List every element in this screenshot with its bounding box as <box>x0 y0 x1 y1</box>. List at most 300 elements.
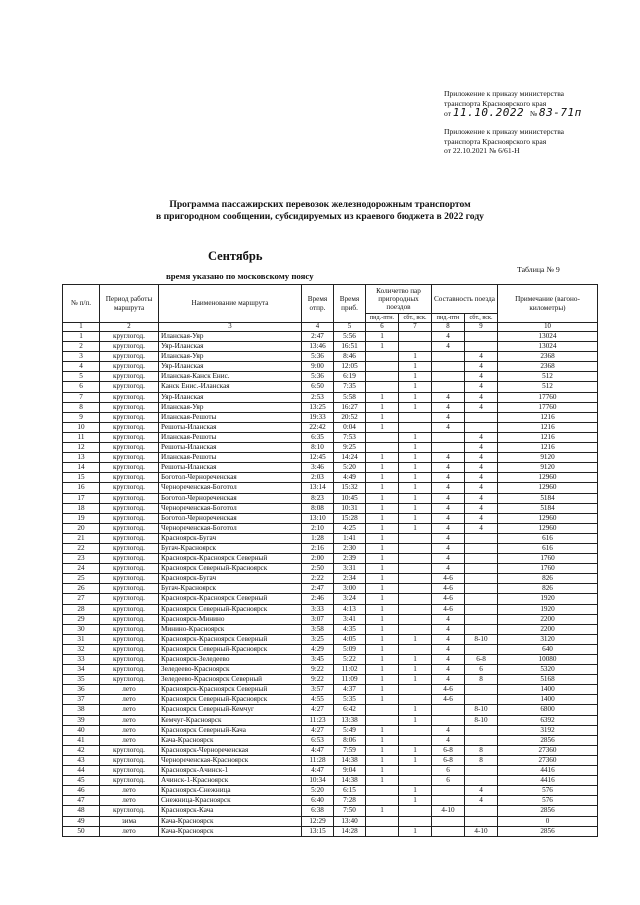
pairs-weekday: 1 <box>366 332 399 342</box>
route-period: круглогод. <box>100 644 159 654</box>
departure-time: 4:47 <box>302 766 334 776</box>
composition-weekday: 4 <box>432 533 465 543</box>
row-number: 16 <box>63 483 100 493</box>
departure-time: 4:29 <box>302 644 334 654</box>
pairs-weekend: 1 <box>399 675 432 685</box>
pairs-weekday: 1 <box>366 342 399 352</box>
pairs-weekday: 1 <box>366 564 399 574</box>
car-kilometers: 2856 <box>498 826 598 836</box>
date-prefix: от <box>444 109 452 118</box>
composition-weekday: 4 <box>432 655 465 665</box>
departure-time: 2:16 <box>302 543 334 553</box>
departure-time: 6:35 <box>302 432 334 442</box>
pairs-weekend: 1 <box>399 493 432 503</box>
composition-weekend <box>465 554 498 564</box>
route-period: круглогод. <box>100 483 159 493</box>
car-kilometers: 2200 <box>498 614 598 624</box>
composition-weekday: 6-8 <box>432 745 465 755</box>
route-period: круглогод. <box>100 463 159 473</box>
route-period: круглогод. <box>100 342 159 352</box>
pairs-weekday: 1 <box>366 624 399 634</box>
pairs-weekend: 1 <box>399 352 432 362</box>
pairs-weekend <box>399 806 432 816</box>
pairs-weekday: 1 <box>366 402 399 412</box>
row-number: 28 <box>63 604 100 614</box>
route-period: круглогод. <box>100 614 159 624</box>
route-period: круглогод. <box>100 453 159 463</box>
composition-weekday: 4 <box>432 342 465 352</box>
composition-weekday <box>432 705 465 715</box>
route-name: Зеледеево-Красноярск <box>159 665 302 675</box>
handwritten-date: 11.10.2022 <box>452 106 525 119</box>
departure-time: 5:36 <box>302 352 334 362</box>
route-name: Красноярск-Кача <box>159 806 302 816</box>
row-number: 36 <box>63 685 100 695</box>
arrival-time: 7:35 <box>334 382 366 392</box>
route-name: Решоты-Иланская <box>159 463 302 473</box>
pairs-weekday: 1 <box>366 806 399 816</box>
table-row <box>63 604 598 614</box>
composition-weekday <box>432 382 465 392</box>
composition-weekday: 6 <box>432 766 465 776</box>
arrival-time: 4:05 <box>334 634 366 644</box>
arrival-time: 9:25 <box>334 443 366 453</box>
car-kilometers: 17760 <box>498 402 598 412</box>
departure-time: 2:03 <box>302 473 334 483</box>
pairs-weekend: 1 <box>399 826 432 836</box>
arrival-time: 16:27 <box>334 402 366 412</box>
departure-time: 8:10 <box>302 443 334 453</box>
route-name: Красноярск-Снежница <box>159 786 302 796</box>
row-number: 23 <box>63 554 100 564</box>
departure-time: 8:23 <box>302 493 334 503</box>
route-period: круглогод. <box>100 513 159 523</box>
route-name: Красноярск-Ачинск-1 <box>159 766 302 776</box>
pairs-weekday <box>366 443 399 453</box>
car-kilometers: 2368 <box>498 352 598 362</box>
pairs-weekend <box>399 644 432 654</box>
departure-time: 8:08 <box>302 503 334 513</box>
car-kilometers: 5320 <box>498 665 598 675</box>
departure-time: 13:25 <box>302 402 334 412</box>
car-kilometers: 13024 <box>498 342 598 352</box>
arrival-time: 6:19 <box>334 372 366 382</box>
composition-weekday: 4-10 <box>432 806 465 816</box>
arrival-time: 14:24 <box>334 453 366 463</box>
pairs-weekend: 1 <box>399 402 432 412</box>
departure-time: 2:46 <box>302 594 334 604</box>
route-name: Иланская-Канск Енис. <box>159 372 302 382</box>
table-row <box>63 745 598 755</box>
col-header-period: Период работы маршрута <box>100 285 159 323</box>
column-number: 6 <box>366 323 399 332</box>
col-header-pairs-weekend: сбт., вск. <box>399 314 432 323</box>
route-period: лето <box>100 705 159 715</box>
route-name: Красноярск-Минино <box>159 614 302 624</box>
composition-weekday: 4 <box>432 483 465 493</box>
car-kilometers: 512 <box>498 372 598 382</box>
table-row <box>63 332 598 342</box>
route-name: Иланская-Уяр <box>159 402 302 412</box>
table-row <box>63 665 598 675</box>
composition-weekend <box>465 533 498 543</box>
table-row <box>63 715 598 725</box>
pairs-weekend: 1 <box>399 362 432 372</box>
arrival-time: 0:04 <box>334 422 366 432</box>
table-row <box>63 422 598 432</box>
pairs-weekday <box>366 352 399 362</box>
route-period: круглогод. <box>100 594 159 604</box>
route-name: Красноярск Северный-Кемчуг <box>159 705 302 715</box>
row-number: 11 <box>63 432 100 442</box>
composition-weekday: 6 <box>432 776 465 786</box>
composition-weekend <box>465 614 498 624</box>
arrival-time: 5:35 <box>334 695 366 705</box>
departure-time: 3:46 <box>302 463 334 473</box>
pairs-weekend: 1 <box>399 473 432 483</box>
route-name: Иланская-Уяр <box>159 352 302 362</box>
pairs-weekday: 1 <box>366 463 399 473</box>
arrival-time: 20:52 <box>334 412 366 422</box>
table-row <box>63 412 598 422</box>
composition-weekend: 4 <box>465 453 498 463</box>
column-number: 8 <box>432 323 465 332</box>
composition-weekend: 4 <box>465 503 498 513</box>
route-name: Иланская-Уяр <box>159 332 302 342</box>
departure-time: 3:07 <box>302 614 334 624</box>
table-row <box>63 634 598 644</box>
col-header-composition: Составность поезда <box>432 285 498 314</box>
composition-weekend: 4 <box>465 372 498 382</box>
row-number: 48 <box>63 806 100 816</box>
departure-time: 13:10 <box>302 513 334 523</box>
pairs-weekend: 1 <box>399 513 432 523</box>
route-period: круглогод. <box>100 493 159 503</box>
pairs-weekday: 1 <box>366 604 399 614</box>
order-line: Приложение к приказу министерства <box>444 89 565 98</box>
row-number: 24 <box>63 564 100 574</box>
pairs-weekday: 1 <box>366 776 399 786</box>
pairs-weekend <box>399 564 432 574</box>
departure-time: 11:23 <box>302 715 334 725</box>
composition-weekend <box>465 564 498 574</box>
composition-weekend: 4 <box>465 443 498 453</box>
table-row <box>63 533 598 543</box>
table-row <box>63 543 598 553</box>
pairs-weekend: 1 <box>399 443 432 453</box>
table-row <box>63 776 598 786</box>
pairs-weekday: 1 <box>366 554 399 564</box>
composition-weekday: 4 <box>432 332 465 342</box>
composition-weekday: 4 <box>432 513 465 523</box>
composition-weekday: 4 <box>432 473 465 483</box>
pairs-weekend <box>399 422 432 432</box>
row-number: 7 <box>63 392 100 402</box>
order-reference-block <box>444 89 582 119</box>
route-name: Бугач-Красноярск <box>159 584 302 594</box>
row-number: 12 <box>63 443 100 453</box>
car-kilometers: 1216 <box>498 422 598 432</box>
arrival-time: 6:15 <box>334 786 366 796</box>
pairs-weekend: 1 <box>399 715 432 725</box>
pairs-weekend: 1 <box>399 483 432 493</box>
route-period: лето <box>100 786 159 796</box>
car-kilometers: 576 <box>498 796 598 806</box>
route-period: лето <box>100 826 159 836</box>
column-number: 10 <box>498 323 598 332</box>
composition-weekday: 4 <box>432 554 465 564</box>
car-kilometers: 616 <box>498 533 598 543</box>
route-period: круглогод. <box>100 543 159 553</box>
car-kilometers: 512 <box>498 382 598 392</box>
col-header-pairs: Количетво пар пригородных поездов <box>366 285 432 314</box>
pairs-weekday: 1 <box>366 755 399 765</box>
route-period: лето <box>100 715 159 725</box>
car-kilometers: 3120 <box>498 634 598 644</box>
departure-time: 3:45 <box>302 655 334 665</box>
arrival-time: 11:09 <box>334 675 366 685</box>
route-name: Ачинск-1-Красноярск <box>159 776 302 786</box>
pairs-weekday: 1 <box>366 685 399 695</box>
route-period: круглогод. <box>100 432 159 442</box>
row-number: 26 <box>63 584 100 594</box>
pairs-weekend: 1 <box>399 382 432 392</box>
pairs-weekend <box>399 584 432 594</box>
car-kilometers: 27360 <box>498 755 598 765</box>
composition-weekday: 4 <box>432 453 465 463</box>
route-name: Боготол-Чернореченская <box>159 493 302 503</box>
route-name: Красноярск-Чернореченская <box>159 745 302 755</box>
time-zone-note: время указано по московскому поясу <box>166 271 314 281</box>
arrival-time: 14:28 <box>334 826 366 836</box>
col-header-comp-weekday: пнд.-птн <box>432 314 465 323</box>
composition-weekend: 4 <box>465 392 498 402</box>
route-period: круглогод. <box>100 766 159 776</box>
route-period: лето <box>100 735 159 745</box>
row-number: 8 <box>63 402 100 412</box>
composition-weekday: 4 <box>432 735 465 745</box>
route-period: круглогод. <box>100 755 159 765</box>
arrival-time: 2:34 <box>334 574 366 584</box>
row-number: 45 <box>63 776 100 786</box>
departure-time: 6:53 <box>302 735 334 745</box>
table-row <box>63 735 598 745</box>
composition-weekday <box>432 786 465 796</box>
pairs-weekday: 1 <box>366 503 399 513</box>
departure-time: 2:47 <box>302 584 334 594</box>
composition-weekend: 6 <box>465 665 498 675</box>
composition-weekday: 4 <box>432 412 465 422</box>
pairs-weekend <box>399 533 432 543</box>
composition-weekday: 4 <box>432 634 465 644</box>
departure-time: 3:25 <box>302 634 334 644</box>
route-name: Чернореченская-Боготол <box>159 523 302 533</box>
composition-weekday: 4 <box>432 725 465 735</box>
route-name: Красноярск-Красноярск Северный <box>159 634 302 644</box>
pairs-weekend: 1 <box>399 634 432 644</box>
pairs-weekday: 1 <box>366 422 399 432</box>
composition-weekend <box>465 695 498 705</box>
pairs-weekday: 1 <box>366 665 399 675</box>
departure-time: 5:36 <box>302 372 334 382</box>
arrival-time: 15:32 <box>334 483 366 493</box>
composition-weekend <box>465 594 498 604</box>
arrival-time: 7:50 <box>334 806 366 816</box>
table-row <box>63 594 598 604</box>
arrival-time: 3:24 <box>334 594 366 604</box>
row-number: 6 <box>63 382 100 392</box>
composition-weekend <box>465 412 498 422</box>
row-number: 33 <box>63 655 100 665</box>
route-name: Красноярск Северный-Красноярск <box>159 695 302 705</box>
pairs-weekday <box>366 826 399 836</box>
table-row <box>63 796 598 806</box>
route-period: круглогод. <box>100 443 159 453</box>
departure-time: 3:57 <box>302 685 334 695</box>
arrival-time: 14:38 <box>334 776 366 786</box>
composition-weekday: 4 <box>432 503 465 513</box>
route-name: Иланская-Решоты <box>159 453 302 463</box>
table-row <box>63 766 598 776</box>
composition-weekend: 8 <box>465 745 498 755</box>
pairs-weekend <box>399 342 432 352</box>
car-kilometers: 2368 <box>498 362 598 372</box>
row-number: 19 <box>63 513 100 523</box>
table-row <box>63 695 598 705</box>
column-number: 1 <box>63 323 100 332</box>
pairs-weekend <box>399 725 432 735</box>
car-kilometers: 12960 <box>498 483 598 493</box>
row-number: 32 <box>63 644 100 654</box>
car-kilometers: 27360 <box>498 745 598 755</box>
arrival-time: 2:30 <box>334 543 366 553</box>
pairs-weekend: 1 <box>399 655 432 665</box>
pairs-weekday: 1 <box>366 655 399 665</box>
route-name: Уяр-Иланская <box>159 342 302 352</box>
car-kilometers: 0 <box>498 816 598 826</box>
arrival-time: 1:41 <box>334 533 366 543</box>
row-number: 20 <box>63 523 100 533</box>
route-name: Минино-Красноярск <box>159 624 302 634</box>
row-number: 13 <box>63 453 100 463</box>
route-period: круглогод. <box>100 584 159 594</box>
row-number: 27 <box>63 594 100 604</box>
arrival-time: 13:38 <box>334 715 366 725</box>
departure-time: 10:34 <box>302 776 334 786</box>
route-period: круглогод. <box>100 422 159 432</box>
composition-weekday: 4 <box>432 614 465 624</box>
column-number: 3 <box>159 323 302 332</box>
route-period: круглогод. <box>100 352 159 362</box>
row-number: 10 <box>63 422 100 432</box>
schedule-rows <box>63 332 598 837</box>
order-line: транспорта Красноярского края <box>444 136 547 146</box>
pairs-weekday: 1 <box>366 412 399 422</box>
departure-time: 9:00 <box>302 362 334 372</box>
table-number: Таблица № 9 <box>517 265 560 274</box>
departure-time: 13:14 <box>302 483 334 493</box>
order-line: Приложение к приказу министерства <box>444 127 565 136</box>
departure-time: 9:22 <box>302 665 334 675</box>
departure-time: 2:22 <box>302 574 334 584</box>
pairs-weekday: 1 <box>366 584 399 594</box>
composition-weekend: 4 <box>465 352 498 362</box>
car-kilometers: 5168 <box>498 675 598 685</box>
col-header-arrival: Время приб. <box>334 285 366 323</box>
car-kilometers: 1760 <box>498 554 598 564</box>
route-name: Иланская-Решоты <box>159 432 302 442</box>
composition-weekend: 4 <box>465 432 498 442</box>
table-row <box>63 806 598 816</box>
car-kilometers: 10080 <box>498 655 598 665</box>
table-row <box>63 453 598 463</box>
route-name: Бугач-Красноярск <box>159 543 302 553</box>
row-number: 49 <box>63 816 100 826</box>
composition-weekend: 8 <box>465 675 498 685</box>
pairs-weekday: 1 <box>366 695 399 705</box>
route-period: круглогод. <box>100 523 159 533</box>
pairs-weekday: 1 <box>366 483 399 493</box>
composition-weekend: 4 <box>465 473 498 483</box>
pairs-weekday: 1 <box>366 392 399 402</box>
table-row <box>63 554 598 564</box>
pairs-weekend: 1 <box>399 453 432 463</box>
arrival-time: 2:39 <box>334 554 366 564</box>
pairs-weekend: 1 <box>399 745 432 755</box>
car-kilometers: 1400 <box>498 695 598 705</box>
table-row <box>63 493 598 503</box>
column-number: 7 <box>399 323 432 332</box>
departure-time: 9:22 <box>302 675 334 685</box>
departure-time: 12:29 <box>302 816 334 826</box>
month-heading: Сентябрь <box>208 249 263 263</box>
composition-weekend: 4 <box>465 382 498 392</box>
arrival-time: 3:31 <box>334 564 366 574</box>
table-row <box>63 523 598 533</box>
route-period: зима <box>100 816 159 826</box>
pairs-weekend <box>399 574 432 584</box>
row-number: 22 <box>63 543 100 553</box>
pairs-weekday <box>366 796 399 806</box>
route-name: Красноярск-Красноярск Северный <box>159 594 302 604</box>
route-period: круглогод. <box>100 533 159 543</box>
pairs-weekday: 1 <box>366 634 399 644</box>
row-number: 38 <box>63 705 100 715</box>
car-kilometers: 5184 <box>498 503 598 513</box>
pairs-weekend: 1 <box>399 755 432 765</box>
pairs-weekday <box>366 372 399 382</box>
row-number: 17 <box>63 493 100 503</box>
route-name: Красноярск-Красноярск Северный <box>159 554 302 564</box>
departure-time: 6:50 <box>302 382 334 392</box>
composition-weekday: 4 <box>432 402 465 412</box>
pairs-weekday: 1 <box>366 574 399 584</box>
arrival-time: 8:06 <box>334 735 366 745</box>
route-name: Чернореченская-Красноярск <box>159 755 302 765</box>
row-number: 30 <box>63 624 100 634</box>
pairs-weekend <box>399 816 432 826</box>
table-row <box>63 463 598 473</box>
pairs-weekend <box>399 695 432 705</box>
table-row <box>63 685 598 695</box>
route-name: Чернореченская-Боготол <box>159 483 302 493</box>
table-row <box>63 382 598 392</box>
row-number: 42 <box>63 745 100 755</box>
route-period: круглогод. <box>100 473 159 483</box>
departure-time: 2:10 <box>302 523 334 533</box>
column-number: 9 <box>465 323 498 332</box>
arrival-time: 4:35 <box>334 624 366 634</box>
